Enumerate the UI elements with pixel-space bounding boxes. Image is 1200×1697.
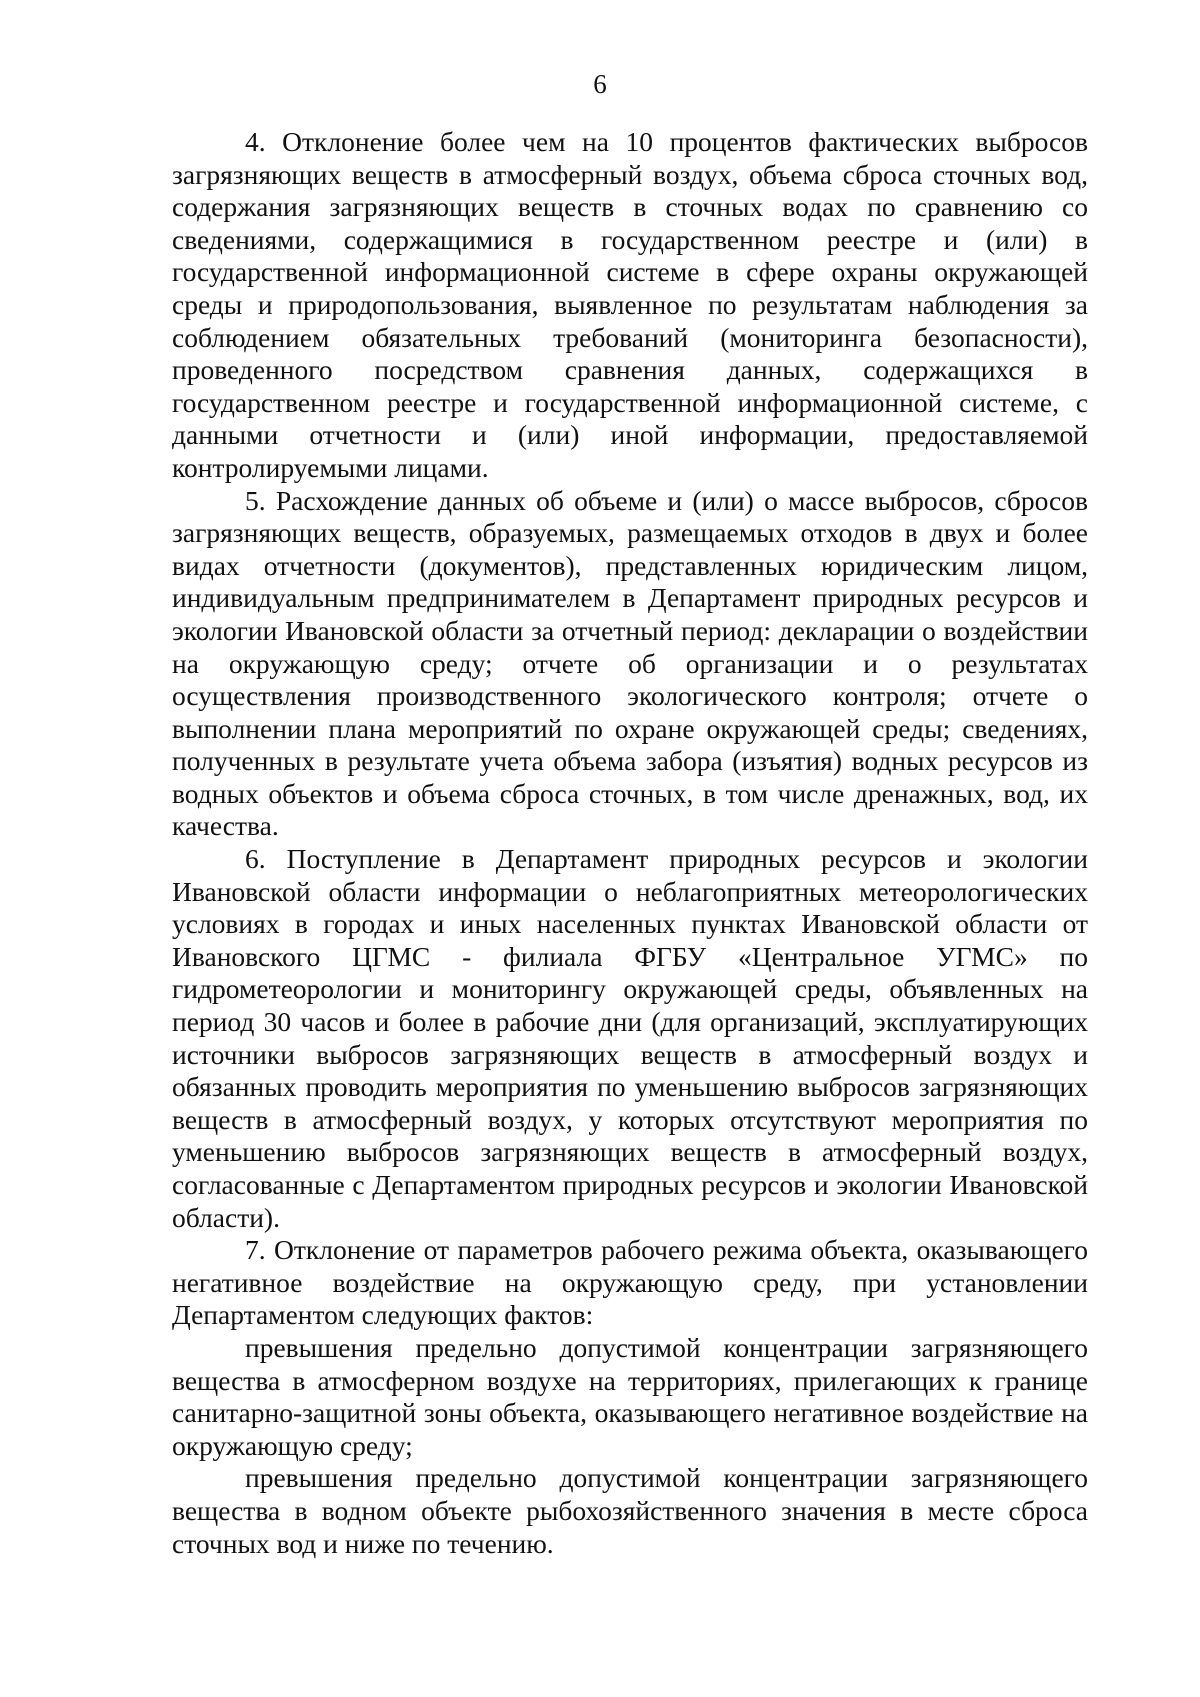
page-number: 6 [593,69,607,99]
paragraph-item-4: 4. Отклонение более чем на 10 процентов фактических выбросов загрязняющих веществ в атмосферный воздух, объема сброса сточных вод, содержания загрязняющих веществ в сточных водах по сравнению со сведениями, содержащимися в государственном реестре и (или) в государственной информационной системе в сфере охраны окружающей среды и природопользования, выявленное по результатам наблюдения за соблюдением обязательных требований (мониторинга безопасности), проведенного посредством сравнения данных, содержащихся в государственном реестре и государственной информационной системе, с данными отчетности и (или) иной информации, предоставляемой контролируемыми лицами. [172,126,1088,483]
paragraph-subitem-water: превышения предельно допустимой концентрации загрязняющего вещества в водном объекте рыбохозяйственного значения в месте сброса сточных вод и ниже по течению. [172,1462,1088,1559]
paragraph-subitem-air: превышения предельно допустимой концентрации загрязняющего вещества в атмосферном воздухе на территориях, прилегающих к границе санитарно-защитной зоны объекта, оказывающего негативное воздействие на окружающую среду; [172,1331,1088,1461]
paragraph-item-6: 6. Поступление в Департамент природных ресурсов и экологии Ивановской области информации о неблагоприятных метеорологических условиях в городах и иных населенных пунктах Ивановской области от Ивановского ЦГМС - филиала ФГБУ «Центральное УГМС» по гидрометеорологии и мониторингу окружающей среды, объявленных на период 30 часов и более в рабочие дни (для организаций, эксплуатирующих источники выбросов загрязняющих веществ в атмосферный воздух и обязанных проводить мероприятия по уменьшению выбросов загрязняющих веществ в атмосферный воздух, у которых отсутствуют мероприятия по уменьшению выбросов загрязняющих веществ в атмосферный воздух, согласованные с Департаментом природных ресурсов и экологии Ивановской области). [172,843,1088,1233]
paragraph-item-7: 7. Отклонение от параметров рабочего режима объекта, оказывающего негативное воздействие на окружающую среду, при установлении Департаментом следующих фактов: [172,1234,1088,1331]
document-body [172,126,1088,1560]
paragraph-item-5: 5. Расхождение данных об объеме и (или) о массе выбросов, сбросов загрязняющих веществ, образуемых, размещаемых отходов в двух и более видах отчетности (документов), представленных юридическим лицом, индивидуальным предпринимателем в Департамент природных ресурсов и экологии Ивановской области за отчетный период: декларации о воздействии на окружающую среду; отчете об организации и о результатах осуществления производственного экологического контроля; отчете о выполнении плана мероприятий по охране окружающей среды; сведениях, полученных в результате учета объема забора (изъятия) водных ресурсов из водных объектов и объема сброса сточных, в том числе дренажных, вод, их качества. [172,484,1088,842]
